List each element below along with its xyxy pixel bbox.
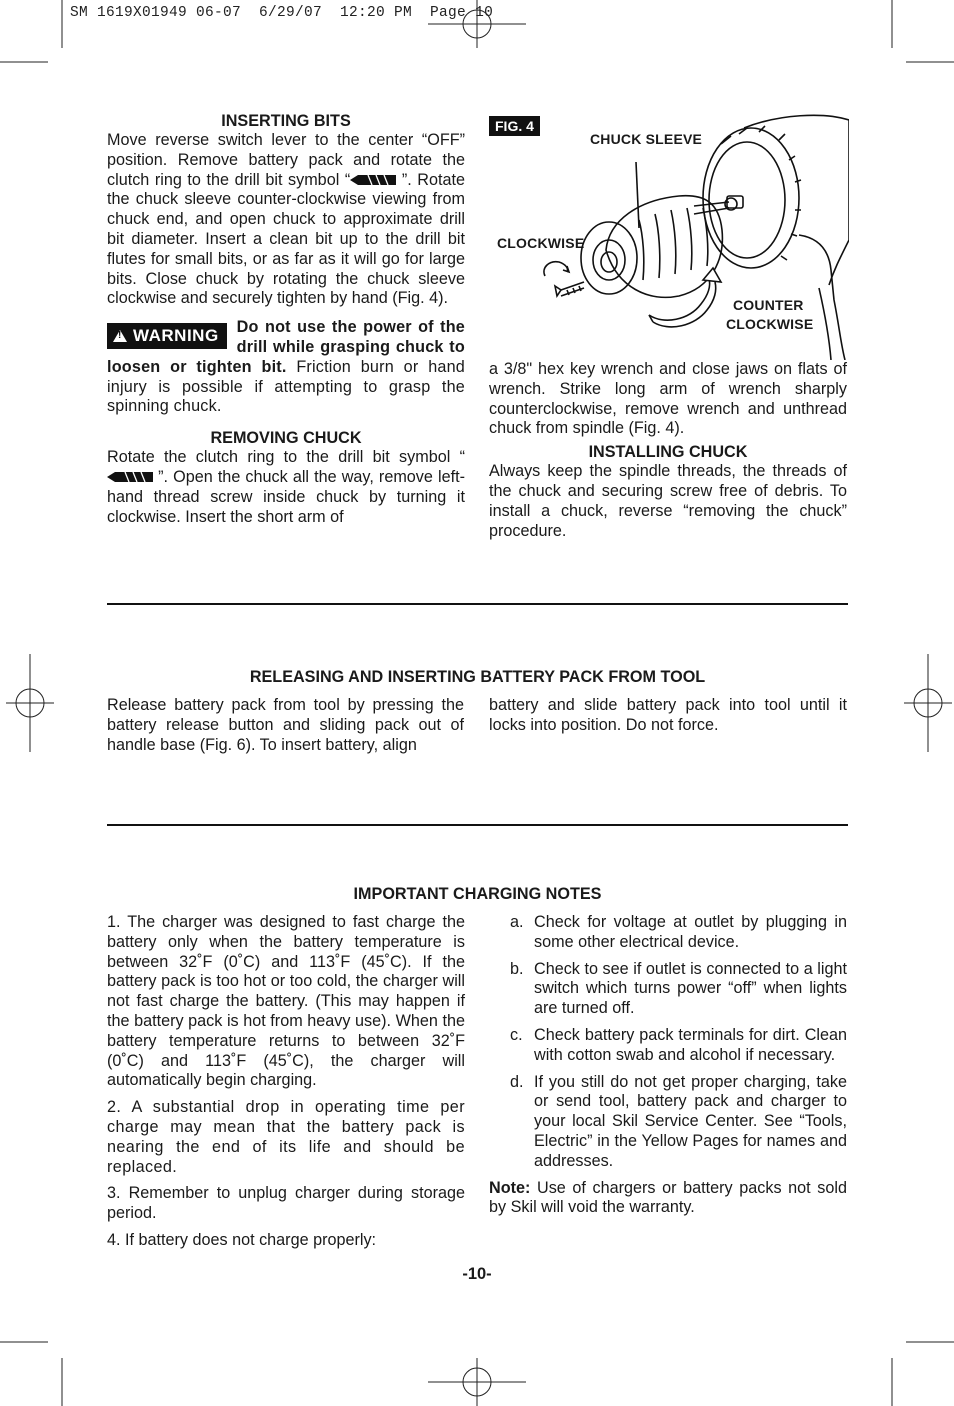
list-item-text: Check battery pack terminals for dirt. Clean with cotton swab and alcohol if necessary. xyxy=(534,1025,847,1064)
battery-heading: RELEASING AND INSERTING BATTERY PACK FROM TOOL xyxy=(249,668,706,686)
installing-chuck-heading: INSTALLING CHUCK xyxy=(588,443,748,462)
charging-right-column xyxy=(489,913,847,1218)
charging-heading: IMPORTANT CHARGING NOTES xyxy=(353,885,602,903)
battery-text-right: battery and slide battery pack into tool until it locks into position. Do not force. xyxy=(489,696,847,734)
warning-label: WARNING xyxy=(133,326,219,346)
list-item-letter: d. xyxy=(510,1072,524,1091)
list-item-text: Check for voltage at outlet by plugging in some other electrical device. xyxy=(534,913,847,951)
list-item xyxy=(510,960,847,1019)
charging-note-1: 1. The charger was designed to fast charge the battery only when the battery temperature is between 32˚F (0˚C) and 113˚F (45˚C). If the battery pack is too hot or too cold, the charger will not fast charge the battery. (This may happen if the battery pack is hot from heavy use). When the battery temperature returns to between 32˚F (0˚C) and 113˚F (45˚C), the charger will automatically begin charging. xyxy=(107,913,465,1090)
inserting-bits-text-b: ”. Rotate the chuck sleeve counter-clockwise viewing from chuck end, and open chuck to approximate drill bit diameter. Insert a clean bit up to the drill bit flutes for small bits, or as far as it will go for large bits. Close chuck by rotating the chuck sleeve clockwise and securely tighten by hand (Fig. 4). xyxy=(107,170,465,308)
charging-note-2: 2. A substantial drop in operating time per charge may mean that the battery pack is nearing the end of its life and should be replaced. xyxy=(107,1098,465,1176)
removing-chuck-text-b: ”. Open the chuck all the way, remove left-hand thread screw inside chuck by turning it clockwise. Insert the short arm of xyxy=(107,467,465,526)
inserting-bits-heading: INSERTING BITS xyxy=(221,112,351,130)
list-item-letter: b. xyxy=(510,959,524,978)
inserting-bits-text xyxy=(107,131,465,309)
label-clockwise: CLOCKWISE xyxy=(497,235,585,251)
drill-bit-symbol-icon xyxy=(107,472,153,482)
warning-triangle-icon xyxy=(113,330,127,342)
charging-note-3: 3. Remember to unplug charger during storage period. xyxy=(107,1184,465,1223)
charging-note-4: 4. If battery does not charge properly: xyxy=(107,1230,377,1249)
label-chuck-sleeve: CHUCK SLEEVE xyxy=(590,131,703,147)
divider-rule-1 xyxy=(107,603,848,605)
note-text: Use of chargers or battery packs not sold by Skil will void the warranty. xyxy=(489,1178,847,1217)
list-item xyxy=(510,1026,847,1066)
battery-text-left: Release battery pack from tool by pressing the battery release button and sliding pack out of handle base (Fig. 6). To insert battery, align xyxy=(107,696,464,754)
installing-chuck-text: Always keep the spindle threads, the threads of the chuck and securing screw free of debris. To install a chuck, reverse “removing the chuck” procedure. xyxy=(489,462,847,540)
note-label: Note: xyxy=(489,1178,531,1197)
removing-chuck-heading: REMOVING CHUCK xyxy=(210,429,362,448)
list-item xyxy=(510,1073,847,1172)
list-item-letter: a. xyxy=(510,913,524,931)
removing-chuck-continuation: a 3/8" hex key wrench and close jaws on flats of wrench. Strike long arm of wrench sharply counterclockwise, remove wrench and unthread chuck from spindle (Fig. 4). xyxy=(489,360,847,438)
warning-bold-text: Do not use the power of the drill while grasping chuck to loosen or tighten bit. xyxy=(107,318,465,376)
left-column-top xyxy=(107,111,465,527)
label-counter-clockwise: CLOCKWISE xyxy=(726,316,814,332)
drill-bit-symbol-icon xyxy=(350,175,396,185)
list-item xyxy=(510,913,847,953)
charging-warranty-note xyxy=(489,1179,847,1219)
divider-rule-2 xyxy=(107,824,848,826)
right-column-top xyxy=(489,360,847,541)
removing-chuck-text xyxy=(107,448,465,527)
drill-chuck-illustration xyxy=(489,110,849,360)
warning-block xyxy=(107,318,465,417)
print-slug: SM 1619X01949 06-07 6/29/07 12:20 PM Page 10 xyxy=(70,5,494,21)
label-counter: COUNTER xyxy=(733,297,804,313)
page-number: -10- xyxy=(462,1265,492,1283)
figure-4 xyxy=(489,110,849,360)
warning-plain-text: Friction burn or hand injury is possible if attempting to grasp the spinning chuck. xyxy=(107,357,466,416)
list-item-text: Check to see if outlet is connected to a light switch which turns power “off” when lights are turned off. xyxy=(534,959,847,1018)
removing-chuck-text-a: Rotate the clutch ring to the drill bit symbol “ xyxy=(107,448,465,467)
charging-left-column xyxy=(107,913,465,1251)
list-item-text: If you still do not get proper charging, take or send tool, battery pack and charger to your local Skil Service Center. See “Tools, Electric” in the Yellow Pages for names and addresses. xyxy=(534,1072,847,1170)
fig-tag: FIG. 4 xyxy=(489,116,540,136)
list-item-letter: c. xyxy=(510,1025,523,1044)
warning-badge xyxy=(107,323,227,349)
inserting-bits-text-a: Move reverse switch lever to the center “OFF” position. Remove battery pack and rotate the clutch ring to the drill bit symbol “ xyxy=(107,131,465,189)
